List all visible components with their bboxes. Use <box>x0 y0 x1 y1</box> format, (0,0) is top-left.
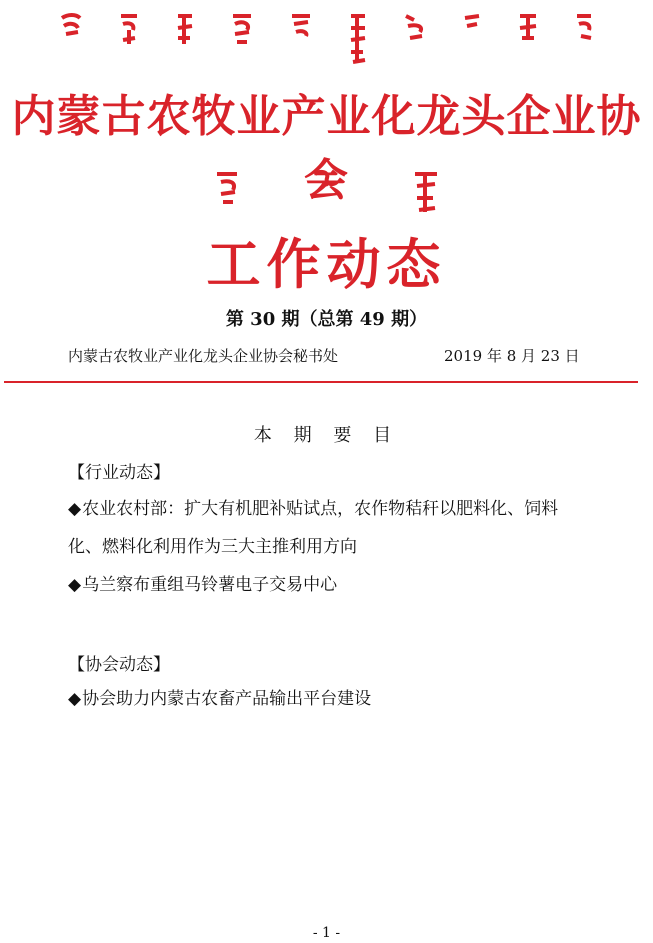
publisher: 内蒙古农牧业产业化龙头企业协会秘书处 <box>68 347 339 365</box>
toc-item <box>68 680 588 718</box>
publication-date: 2019 年 8 月 23 日 <box>444 347 580 365</box>
section-title-industry: 【行业动态】 <box>68 463 170 483</box>
mongolian-glyph <box>174 10 196 50</box>
toc-item-text: 协会助力内蒙古农畜产品输出平台建设 <box>82 689 372 709</box>
mongolian-glyph <box>573 10 595 46</box>
mongolian-glyph <box>58 10 84 40</box>
toc-item-text: 农业农村部：扩大有机肥补贴试点，农作物秸秆以肥料化、饲料化、燃料化利用作为三大主推利用方向 <box>68 499 559 557</box>
mongolian-glyph <box>213 168 241 208</box>
mongolian-glyph <box>461 10 483 40</box>
mongolian-glyph <box>402 10 428 46</box>
section-title-association: 【协会动态】 <box>68 655 170 675</box>
toc-heading: 本 期 要 目 <box>253 425 400 446</box>
toc-item <box>68 566 588 604</box>
mongolian-glyph <box>311 168 341 192</box>
mongolian-publication-title <box>0 168 653 218</box>
diamond-bullet-icon: ◆ <box>68 499 82 519</box>
mongolian-glyph <box>411 168 441 218</box>
mongolian-glyph <box>516 10 540 46</box>
toc-item-text: 乌兰察布重组马铃薯电子交易中心 <box>82 575 338 595</box>
mongolian-glyph <box>347 10 369 70</box>
header-divider <box>4 381 638 383</box>
publication-title: 工作动态 <box>206 232 447 296</box>
page-number: - 1 - <box>312 925 341 941</box>
toc-item <box>68 490 588 566</box>
mongolian-glyph <box>117 10 141 50</box>
org-title: 内蒙古农牧业产业化龙头企业协会 <box>11 91 642 206</box>
mongolian-glyph <box>288 10 314 40</box>
diamond-bullet-icon: ◆ <box>68 575 82 595</box>
issue-number: 第 30 期（总第 49 期） <box>225 309 428 330</box>
mongolian-glyph <box>229 10 255 50</box>
mongolian-org-name <box>0 10 653 70</box>
diamond-bullet-icon: ◆ <box>68 689 82 709</box>
